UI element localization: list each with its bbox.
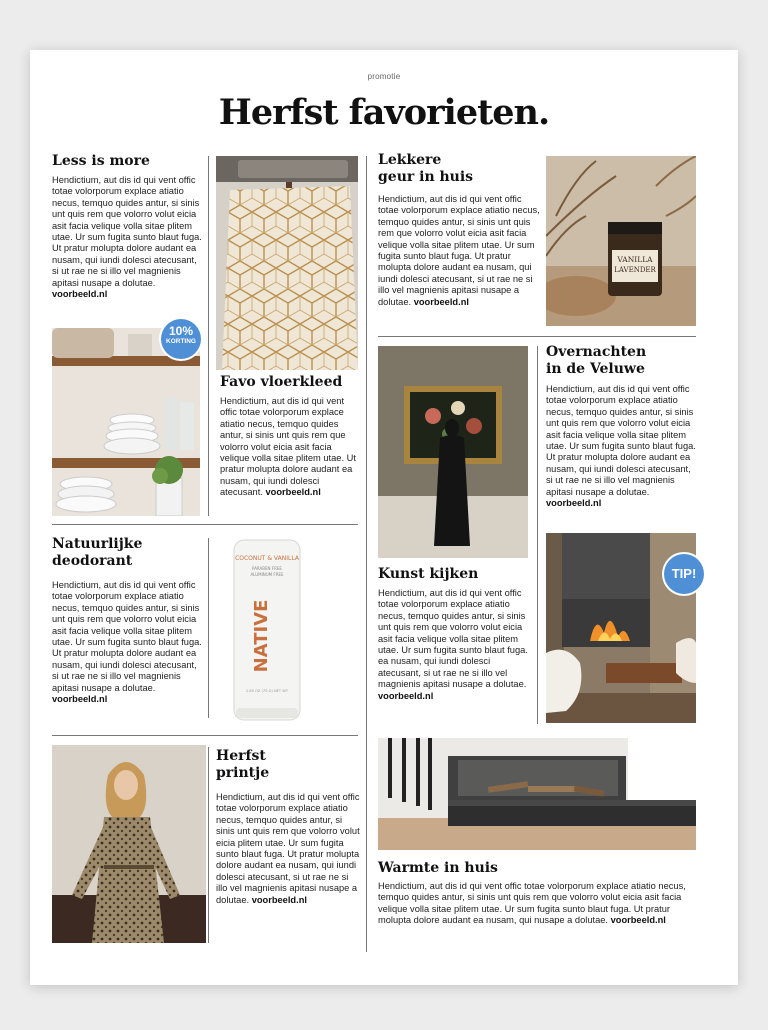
article-title-kunst-kijken: Kunst kijken — [378, 566, 479, 582]
link-voorbeeld[interactable]: voorbeeld.nl — [378, 690, 434, 701]
discount-percentage: 10% — [168, 324, 194, 338]
article-body-kunst-kijken: Hendictium, aut dis id qui vent offic totae volorporum explace atiatio necus, temquo quides antur, si sinis unt quis rem que volorro volut eicia asit facia velique volla sitae plitem utae. Ur sum fugita sunto blaut fuga. ea nusam, qui iundi dolesci atecusant, si ut rae ne si illo vel magnienis apitasi nusape a dolutae. voorbeeld.nl — [378, 588, 528, 701]
article-body-lekkere-geur: Hendictium, aut dis id qui vent offic totae volorporum explace atiatio necus, temquo quides antur, si sinis unt quis rem que volorro volut eicia asit facia velique volla sitae plitem utae. Ur sum fugita sunto blaut fuga. Ut pratur molupta dolore audant ea nusam, qui iundi dolesci atecusant, si ut rae ne si illo vel magnienis apitasi nusape a dolutae. voorbeeld.nl — [378, 194, 540, 307]
photo-deodorant-stick — [224, 538, 310, 726]
divider-left-middle — [208, 538, 209, 718]
deo-brand: NATIVE — [251, 599, 272, 673]
photo-candle-jar — [546, 156, 696, 326]
page-title: Herfst favorieten. — [218, 92, 550, 133]
rule-right-1 — [378, 336, 696, 337]
photo-rug — [216, 156, 358, 370]
discount-label: KORTING — [166, 338, 196, 345]
divider-left-top — [208, 156, 209, 516]
rule-left-2 — [52, 735, 358, 736]
link-voorbeeld[interactable]: voorbeeld.nl — [52, 694, 108, 705]
divider-left-bottom — [208, 747, 209, 943]
promo-kicker: promotie — [367, 72, 401, 81]
deo-scent: COCONUT & VANILLA — [235, 555, 299, 562]
link-voorbeeld[interactable]: voorbeeld.nl — [546, 498, 602, 509]
article-title-less-is-more: Less is more — [52, 153, 150, 169]
link-voorbeeld[interactable]: voorbeeld.nl — [413, 296, 469, 307]
discount-badge — [161, 319, 201, 359]
link-voorbeeld[interactable]: voorbeeld.nl — [251, 894, 307, 905]
photo-modern-fireplace — [378, 738, 696, 850]
photo-museum-painting — [378, 346, 528, 558]
article-title-overnachten: Overnachten in de Veluwe — [546, 344, 647, 377]
article-body-favo-vloerkleed: Hendictium, aut dis id qui vent offic totae volorporum explace atiatio necus, temquo quides antur, si sinis unt quis rem que volorro volut eicia asit facia velique volla sitae plitem utae. Ut pratur molupta dolore audant ea nusam, qui iundi dolesci atecusant. voorbeeld.nl — [220, 396, 356, 498]
deo-claim-1: PARABEN FREE — [252, 566, 282, 571]
rule-left-1 — [52, 524, 358, 525]
article-body-warmte: Hendictium, aut dis id qui vent offic totae volorporum explace atiatio necus, temquo quides antur, si sinis unt quis rem que volorro volut eicia asit facia velique volla sitae plitem utae. Ur sum fugita sunto blaut fuga. Ut pratur molupta dolore audant ea nusam, qui nusape a dolutae. voorbeeld.nl — [378, 881, 686, 926]
divider-center — [366, 156, 367, 952]
article-title-deodorant: Natuurlijke deodorant — [52, 536, 143, 569]
article-title-warmte: Warmte in huis — [378, 860, 498, 876]
tip-badge: TIP! — [664, 554, 704, 594]
article-body-deodorant: Hendictium, aut dis id qui vent offic totae volorporum explace atiatio necus, temquo quides antur, si sinis unt quis rem que volorro volut eicia asit facia velique volla sitae plitem utae. Ur sum fugita sunto blaut fuga. Ut pratur molupta dolore audant ea nusam, qui iundi dolesci atecusant, si ut rae ne si illo vel magnienis apitasi nusape a dolutae. voorbeeld.nl — [52, 580, 202, 705]
divider-right — [537, 346, 538, 724]
link-voorbeeld[interactable]: voorbeeld.nl — [52, 289, 108, 300]
deo-size: 2.65 OZ (75 G) NET WT — [245, 689, 289, 693]
link-voorbeeld[interactable]: voorbeeld.nl — [610, 915, 666, 926]
link-voorbeeld[interactable]: voorbeeld.nl — [265, 487, 321, 498]
article-title-favo-vloerkleed: Favo vloerkleed — [220, 374, 343, 390]
article-title-lekkere-geur: Lekkere geur in huis — [378, 152, 474, 185]
article-title-herfst-printje: Herfst printje — [216, 748, 270, 781]
deo-claim-2: ALUMINUM FREE — [250, 572, 284, 577]
article-body-herfst-printje: Hendictium, aut dis id qui vent offic totae volorporum explace atiatio necus, temquo quides antur, si sinis unt quis rem que volorro volut eicia plitem utae. Ur sum fugita sunto blaut fuga. Ut pratur molupta dolore audant ea nusam, qui iundi dolesci atecusant, si ut rae ne si illo vel magnienis apitasi nusape a dolutae. voorbeeld.nl — [216, 792, 360, 905]
magazine-page — [30, 50, 738, 985]
article-body-overnachten: Hendictium, aut dis id qui vent offic totae volorporum explace atiatio necus, temquo quides antur, si sinis unt quis rem que volorro volut eicia asit facia velique volla sitae plitem utae. Ur sum fugita sunto blaut fuga. Ut pratur molupta dolore audant ea nusam, qui iundi dolesci atecusant, si ut rae ne si illo vel magnienis apitasi nusape a dolutae. voorbeeld.nl — [546, 384, 696, 509]
photo-leopard-dress-model — [52, 745, 206, 943]
candle-label-line1: VANILLA — [617, 255, 653, 264]
candle-label-line2: LAVENDER — [614, 266, 656, 274]
article-body-less-is-more: Hendictium, aut dis id qui vent offic totae volorporum explace atiatio necus, temquo quides antur, si sinis unt quis rem que volorro volut eicia asit facia velique volla sitae plitem utae. Ur sum fugita sunto blaut fuga. Ut pratur molupta dolore audant ea nusam, qui iundi dolesci atecusant, si ut rae ne si illo vel magnienis apitasi nusape a dolutae. voorbeeld.nl — [52, 175, 202, 300]
